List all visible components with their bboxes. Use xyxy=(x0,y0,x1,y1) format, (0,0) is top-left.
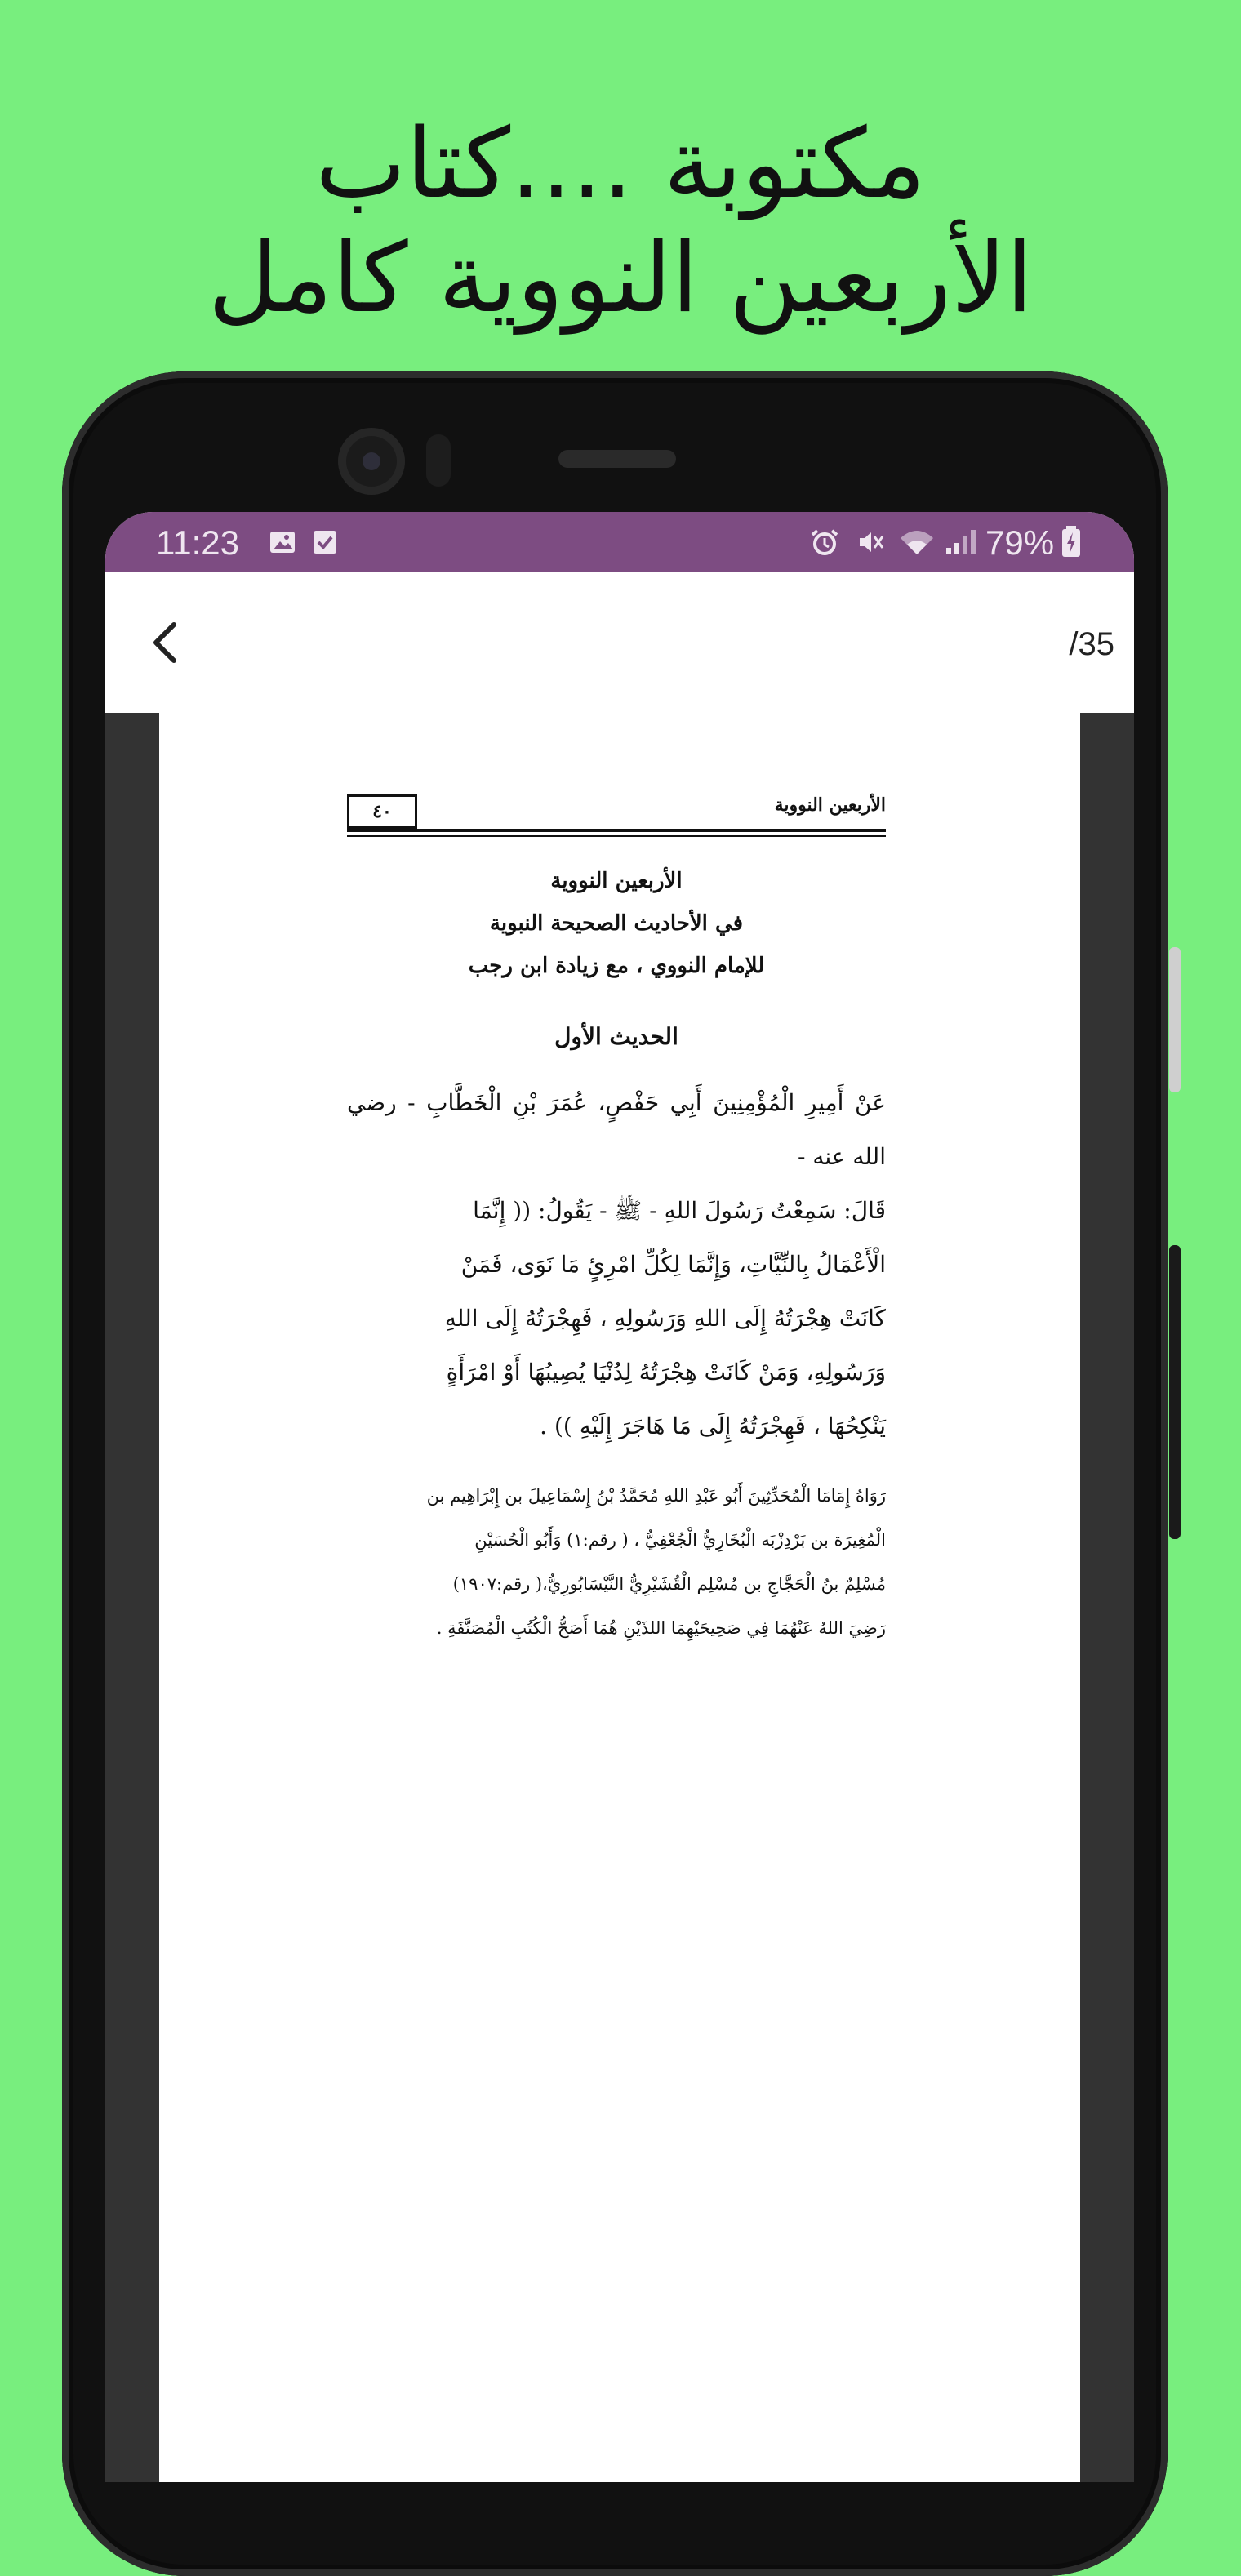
book-title-line: للإمام النووي ، مع زيادة ابن رجب xyxy=(468,954,765,978)
image-icon xyxy=(269,528,296,556)
promo-heading xyxy=(0,106,1241,335)
hadith-title: الحديث الأول xyxy=(554,1023,678,1050)
hadith-line: يَنْكِحُهَا ، فَهِجْرَتُهُ إِلَى مَا هَاجَرَ إِلَيْهِ )) . xyxy=(540,1413,886,1439)
alarm-icon xyxy=(809,528,840,556)
battery-percentage: 79% xyxy=(985,523,1055,562)
book-title-line: في الأحاديث الصحيحة النبوية xyxy=(489,911,744,936)
chevron-left-icon xyxy=(156,625,174,661)
promo-line-1: مكتوبة ....كتاب xyxy=(315,107,926,220)
hadith-line: الْأَعْمَالُ بِالنِّيَّاتِ، وَإِنَّمَا لِكُلِّ امْرِئٍ مَا نَوَى، فَمَنْ xyxy=(460,1251,886,1278)
device-screen xyxy=(105,512,1134,2482)
hadith-source xyxy=(347,1474,886,1650)
page-indicator: /35 xyxy=(1069,626,1114,662)
source-line: رَضِيَ اللهُ عَنْهُمَا فِي صَحِيحَيْهِمَا اللذَيْنِ هُمَا أَصَحُّ الْكُتُبِ الْمُصَنَّفَةِ . xyxy=(436,1618,886,1638)
proximity-sensor xyxy=(426,434,451,487)
source-line: مُسْلِمٌ بنُ الْحَجَّاجِ بن مُسْلِم الْقُشَيْرِيُّ النَّيْسَابُورِيُّ،( رقم:١٩٠٧) xyxy=(452,1574,886,1594)
power-button xyxy=(1169,1245,1181,1539)
hadith-line: قَالَ: سَمِعْتُ رَسُولَ اللهِ - ﷺ - يَقُولُ: (( إِنَّمَا xyxy=(473,1197,886,1224)
running-head: الأربعين النووية xyxy=(774,794,886,816)
header-rule-thin xyxy=(347,835,886,837)
source-line: الْمُغِيرَة بن بَرْدِزْبَه الْبُخَارِيُّ الْجُعْفِيُّ ، ( رقم:١) وَأَبُو الْحُسَيْنِ xyxy=(474,1530,886,1550)
earpiece-speaker xyxy=(558,450,676,468)
hadith-line: كَانَتْ هِجْرَتُهُ إِلَى اللهِ وَرَسُولِهِ ، فَهِجْرَتُهُ إِلَى اللهِ xyxy=(444,1305,886,1332)
check-square-icon xyxy=(311,528,339,556)
header-rule xyxy=(347,829,886,832)
pdf-page[interactable] xyxy=(159,713,1080,2482)
hadith-text xyxy=(347,1076,886,1453)
book-title-block xyxy=(347,860,886,987)
promo-line-2: الأربعين النووية كامل xyxy=(207,221,1034,334)
source-line: رَوَاهُ إِمَامَا الْمُحَدِّثِينَ أَبُو عَبْدِ اللهِ مُحَمَّدُ بْنُ إِسْمَاعِيلَ بن إِبْرَاهِيم بن xyxy=(426,1486,886,1506)
mute-icon xyxy=(855,528,886,556)
pdf-viewer[interactable] xyxy=(105,713,1134,2482)
status-time: 11:23 xyxy=(156,523,239,562)
book-title-line: الأربعين النووية xyxy=(550,869,683,893)
front-camera xyxy=(338,428,405,495)
wifi-icon xyxy=(899,528,935,556)
status-bar xyxy=(105,512,1134,572)
volume-button xyxy=(1169,947,1181,1092)
back-button[interactable] xyxy=(138,613,197,672)
signal-icon xyxy=(945,528,977,556)
hadith-line: وَرَسُولِهِ، وَمَنْ كَانَتْ هِجْرَتُهُ لِدُنْيَا يُصِيبُهَا أَوْ امْرَأَةٍ xyxy=(446,1359,886,1386)
hadith-line: عَنْ أَمِيرِ الْمُؤْمِنِينَ أَبِي حَفْصٍ، عُمَرَ بْنِ الْخَطَّابِ - رضي الله عنه - xyxy=(347,1089,886,1170)
battery-charging-icon xyxy=(1061,525,1082,558)
book-page-number: ٤٠ xyxy=(347,794,417,829)
app-bar xyxy=(105,572,1134,713)
